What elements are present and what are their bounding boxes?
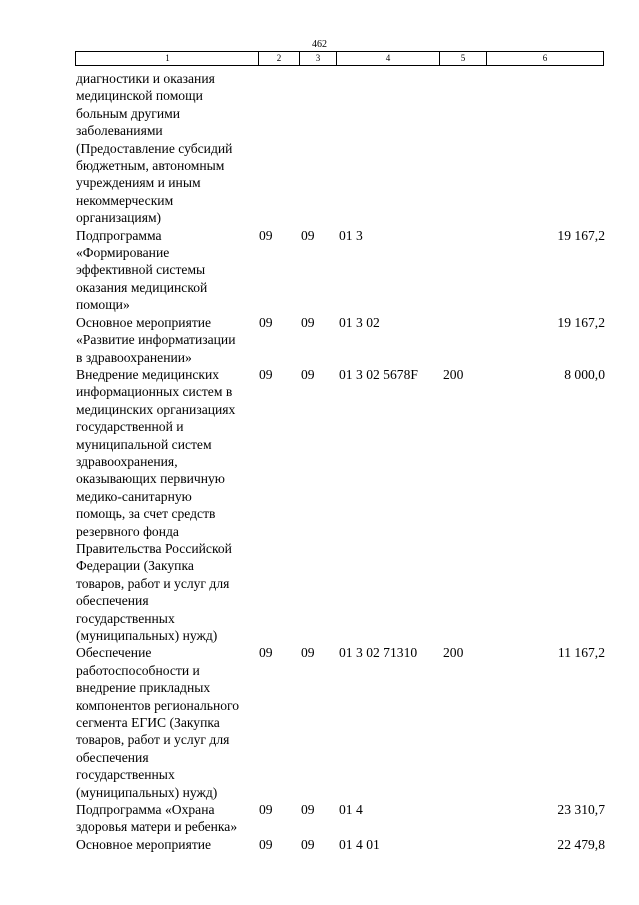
column-header-3: 3: [300, 52, 337, 66]
budget-table: [75, 70, 605, 853]
row-name: Внедрение медицинских информационных систем в медицинских организациях государственной и муниципальной систем здравоохранения, оказывающих первичную медико-санитарную помощь, за счет средств резервного фонда Правительства Российской Федерации (Закупка товаров, работ и услуг для обеспечения государственных (муниципальных) нужд): [76, 366, 236, 643]
row-section: 09: [259, 314, 273, 330]
row-amount: 19 167,2: [557, 227, 605, 243]
row-subsection: 09: [301, 645, 315, 661]
row-expense-type: 200: [443, 366, 464, 382]
row-section: 09: [259, 366, 273, 382]
row-subsection: [299, 70, 337, 227]
row-target-code: 01 4: [339, 802, 363, 818]
row-amount: 11 167,2: [557, 645, 605, 661]
column-header-4: 4: [337, 52, 440, 66]
row-subsection: 09: [301, 366, 315, 382]
row-target-code: 01 3 02: [339, 314, 380, 330]
row-subsection: 09: [301, 836, 315, 852]
column-header-2: 2: [259, 52, 300, 66]
row-name: Основное мероприятие: [76, 836, 212, 852]
row-name: диагностики и оказания медицинской помощи больным другими заболеваниями (Предоставление субсидий бюджетным, автономным учреждениям и иным некоммерческим организациям): [76, 71, 233, 226]
row-name: Обеспечение работоспособности и внедрение прикладных компонентов регионального сегмента ЕГИС (Закупка товаров, работ и услуг для обеспечения государственных (муниципальных) нужд): [76, 645, 240, 800]
row-amount: 22 479,8: [557, 836, 605, 852]
row-section: 09: [259, 802, 273, 818]
row-section: 09: [259, 836, 273, 852]
column-header-1: 1: [76, 52, 259, 66]
row-target-code: [337, 70, 441, 227]
row-name: Подпрограмма «Охрана здоровья матери и ребенка»: [76, 802, 238, 835]
row-amount: 8 000,0: [564, 366, 605, 382]
row-section: 09: [259, 645, 273, 661]
row-subsection: 09: [301, 227, 315, 243]
row-target-code: 01 3 02 71310: [339, 645, 418, 661]
table-row: [75, 836, 605, 853]
row-target-code: 01 4 01: [339, 836, 380, 852]
column-header-6: 6: [487, 52, 604, 66]
row-target-code: 01 3: [339, 227, 363, 243]
page-number: 462: [312, 39, 327, 50]
table-row: [75, 644, 605, 801]
column-header-5: 5: [440, 52, 487, 66]
table-row: [75, 801, 605, 836]
row-expense-type: [441, 836, 489, 853]
table-row: [75, 70, 605, 227]
row-name: Основное мероприятие «Развитие информатизации в здравоохранении»: [76, 314, 236, 365]
row-expense-type: [441, 227, 489, 314]
row-amount: [489, 70, 605, 227]
row-subsection: 09: [301, 314, 315, 330]
row-amount: 23 310,7: [557, 802, 605, 818]
row-amount: 19 167,2: [557, 314, 605, 330]
column-header-table: [75, 51, 604, 66]
row-expense-type: [441, 801, 489, 836]
row-target-code: 01 3 02 5678F: [339, 366, 418, 382]
row-subsection: 09: [301, 802, 315, 818]
row-expense-type: [441, 314, 489, 366]
row-section: 09: [259, 227, 273, 243]
table-row: [75, 227, 605, 314]
row-name: Подпрограмма «Формирование эффективной системы оказания медицинской помощи»: [76, 227, 208, 313]
row-section: [257, 70, 299, 227]
row-expense-type: 200: [443, 645, 464, 661]
table-row: [75, 314, 605, 366]
table-row: [75, 366, 605, 645]
row-expense-type: [441, 70, 489, 227]
column-header-row: [76, 52, 604, 66]
